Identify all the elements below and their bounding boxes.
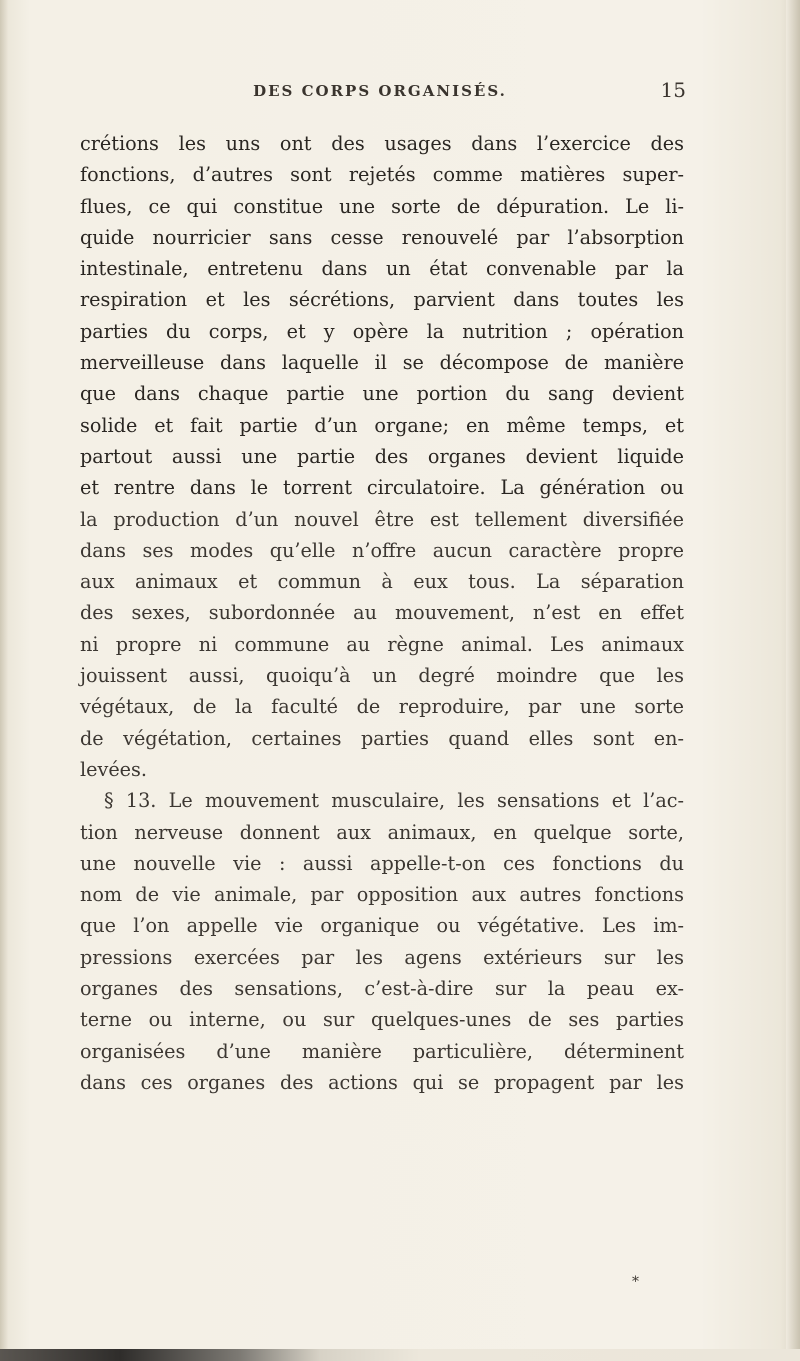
- body-text: [80, 128, 684, 1098]
- page-bottom-edge: [0, 1349, 800, 1361]
- text-line: de végétation, certaines parties quand elles sont en-: [80, 726, 684, 750]
- page-header: [80, 78, 686, 112]
- section-start-line: § 13. Le mouvement musculaire, les sensations et l’ac-: [104, 789, 684, 813]
- text-line: végétaux, de la faculté de reproduire, par une sorte: [80, 695, 684, 719]
- text-line: partout aussi une partie des organes devient liquide: [80, 444, 684, 468]
- text-line: parties du corps, et y opère la nutrition ; opération: [80, 319, 684, 343]
- text-line: une nouvelle vie : aussi appelle-t-on ces fonctions du: [80, 851, 684, 875]
- text-line: terne ou interne, ou sur quelques-unes de ses parties: [80, 1008, 684, 1032]
- text-line: la production d’un nouvel être est tellement diversifiée: [80, 507, 684, 531]
- text-line: jouissent aussi, quoiqu’à un degré moindre que les: [80, 664, 684, 688]
- page-left-edge: [0, 0, 8, 1361]
- text-line: flues, ce qui constitue une sorte de dépuration. Le li-: [80, 194, 684, 218]
- text-line: aux animaux et commun à eux tous. La séparation: [80, 570, 684, 594]
- text-line: quide nourricier sans cesse renouvelé par l’absorption: [80, 225, 684, 249]
- text-line: tion nerveuse donnent aux animaux, en quelque sorte,: [80, 820, 684, 844]
- text-line: pressions exercées par les agens extérieurs sur les: [80, 945, 684, 969]
- text-line: ni propre ni commune au règne animal. Les animaux: [80, 632, 684, 656]
- running-head: DES CORPS ORGANISÉS.: [253, 82, 507, 100]
- signature-mark: *: [632, 1274, 639, 1290]
- text-line: des sexes, subordonnée au mouvement, n’est en effet: [80, 601, 684, 625]
- text-line: dans ses modes qu’elle n’offre aucun caractère propre: [80, 538, 684, 562]
- text-line: intestinale, entretenu dans un état convenable par la: [80, 257, 684, 281]
- page-number: 15: [660, 78, 686, 102]
- text-line: que dans chaque partie une portion du sang devient: [80, 382, 684, 406]
- text-line: merveilleuse dans laquelle il se décompose de manière: [80, 351, 684, 375]
- page-right-edge: [786, 0, 800, 1361]
- text-line: levées.: [80, 757, 147, 781]
- text-line: et rentre dans le torrent circulatoire. La génération ou: [80, 476, 684, 500]
- text-line: respiration et les sécrétions, parvient dans toutes les: [80, 288, 684, 312]
- text-line: dans ces organes des actions qui se propagent par les: [80, 1070, 684, 1094]
- text-line: fonctions, d’autres sont rejetés comme matières super-: [80, 163, 684, 187]
- text-line: que l’on appelle vie organique ou végétative. Les im-: [80, 914, 684, 938]
- text-line: solide et fait partie d’un organe; en même temps, et: [80, 413, 684, 437]
- text-line: organisées d’une manière particulière, déterminent: [80, 1039, 684, 1063]
- text-line: nom de vie animale, par opposition aux autres fonctions: [80, 883, 684, 907]
- text-line: crétions les uns ont des usages dans l’exercice des: [80, 132, 684, 155]
- text-line: organes des sensations, c’est-à-dire sur la peau ex-: [80, 977, 684, 1001]
